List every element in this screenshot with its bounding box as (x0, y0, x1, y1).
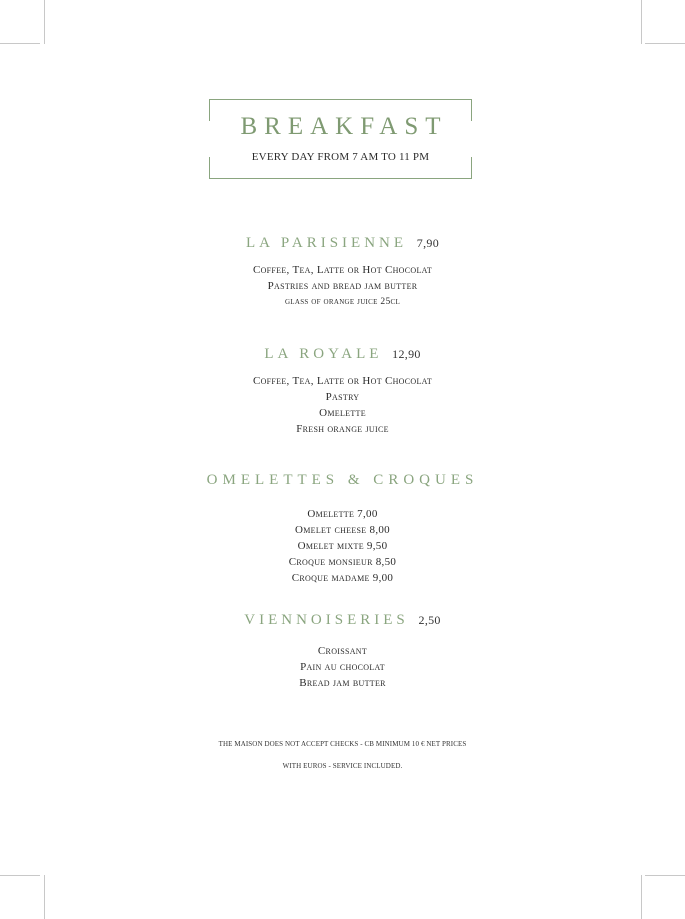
section-la-royale (0, 345, 685, 437)
menu-item: Pastry (325, 391, 360, 403)
title-frame (209, 99, 472, 179)
crop-mark-top-right-horizontal (645, 43, 685, 44)
section-la-parisienne (0, 234, 685, 310)
menu-item: Omelette 7,00 (307, 508, 378, 520)
section-title: OMELETTES & CROQUES (206, 472, 479, 488)
section-title: LA ROYALE (264, 346, 383, 362)
menu-item: Coffee, Tea, Latte or Hot Chocolat (252, 264, 433, 276)
title-frame-bottom-line (209, 178, 472, 179)
page-subtitle: EVERY DAY FROM 7 AM TO 11 PM (251, 151, 430, 163)
menu-item: Pastries and bread jam butter (267, 280, 418, 292)
section-viennoiseries (0, 611, 685, 691)
crop-mark-top-right-vertical (641, 0, 642, 44)
menu-item: Pain au chocolat (300, 661, 385, 673)
crop-mark-bottom-left-horizontal (0, 875, 40, 876)
section-price: 2,50 (418, 613, 441, 627)
title-frame-top-line (209, 99, 472, 100)
section-price: 12,90 (392, 347, 421, 361)
crop-mark-bottom-right-vertical (641, 875, 642, 919)
menu-item: Omelette (319, 407, 366, 419)
menu-item: Croque monsieur 8,50 (288, 556, 397, 568)
crop-mark-bottom-left-vertical (44, 875, 45, 919)
menu-item: Omelet cheese 8,00 (295, 524, 390, 536)
menu-item: Omelet mixte 9,50 (297, 540, 388, 552)
crop-mark-bottom-right-horizontal (645, 875, 685, 876)
section-omelettes-croques (0, 471, 685, 586)
section-price: 7,90 (416, 236, 439, 250)
footer-line-2: WITH EUROS - SERVICE INCLUDED. (282, 762, 403, 770)
menu-item: Croque madame 9,00 (291, 572, 394, 584)
menu-item: Fresh orange juice (296, 423, 389, 435)
section-title: VIENNOISERIES (244, 612, 409, 628)
crop-mark-top-left-horizontal (0, 43, 40, 44)
menu-item: Croissant (317, 645, 368, 657)
menu-item: glass of orange juice 25cl (284, 297, 401, 307)
crop-mark-top-left-vertical (44, 0, 45, 44)
menu-item: Bread jam butter (299, 677, 386, 689)
footer-line-1: THE MAISON DOES NOT ACCEPT CHECKS - CB MINIMUM 10 € NET PRICES (218, 740, 467, 748)
page-title: BREAKFAST (240, 113, 448, 140)
menu-item: Coffee, Tea, Latte or Hot Chocolat (252, 375, 433, 387)
section-title: LA PARISIENNE (246, 235, 408, 251)
